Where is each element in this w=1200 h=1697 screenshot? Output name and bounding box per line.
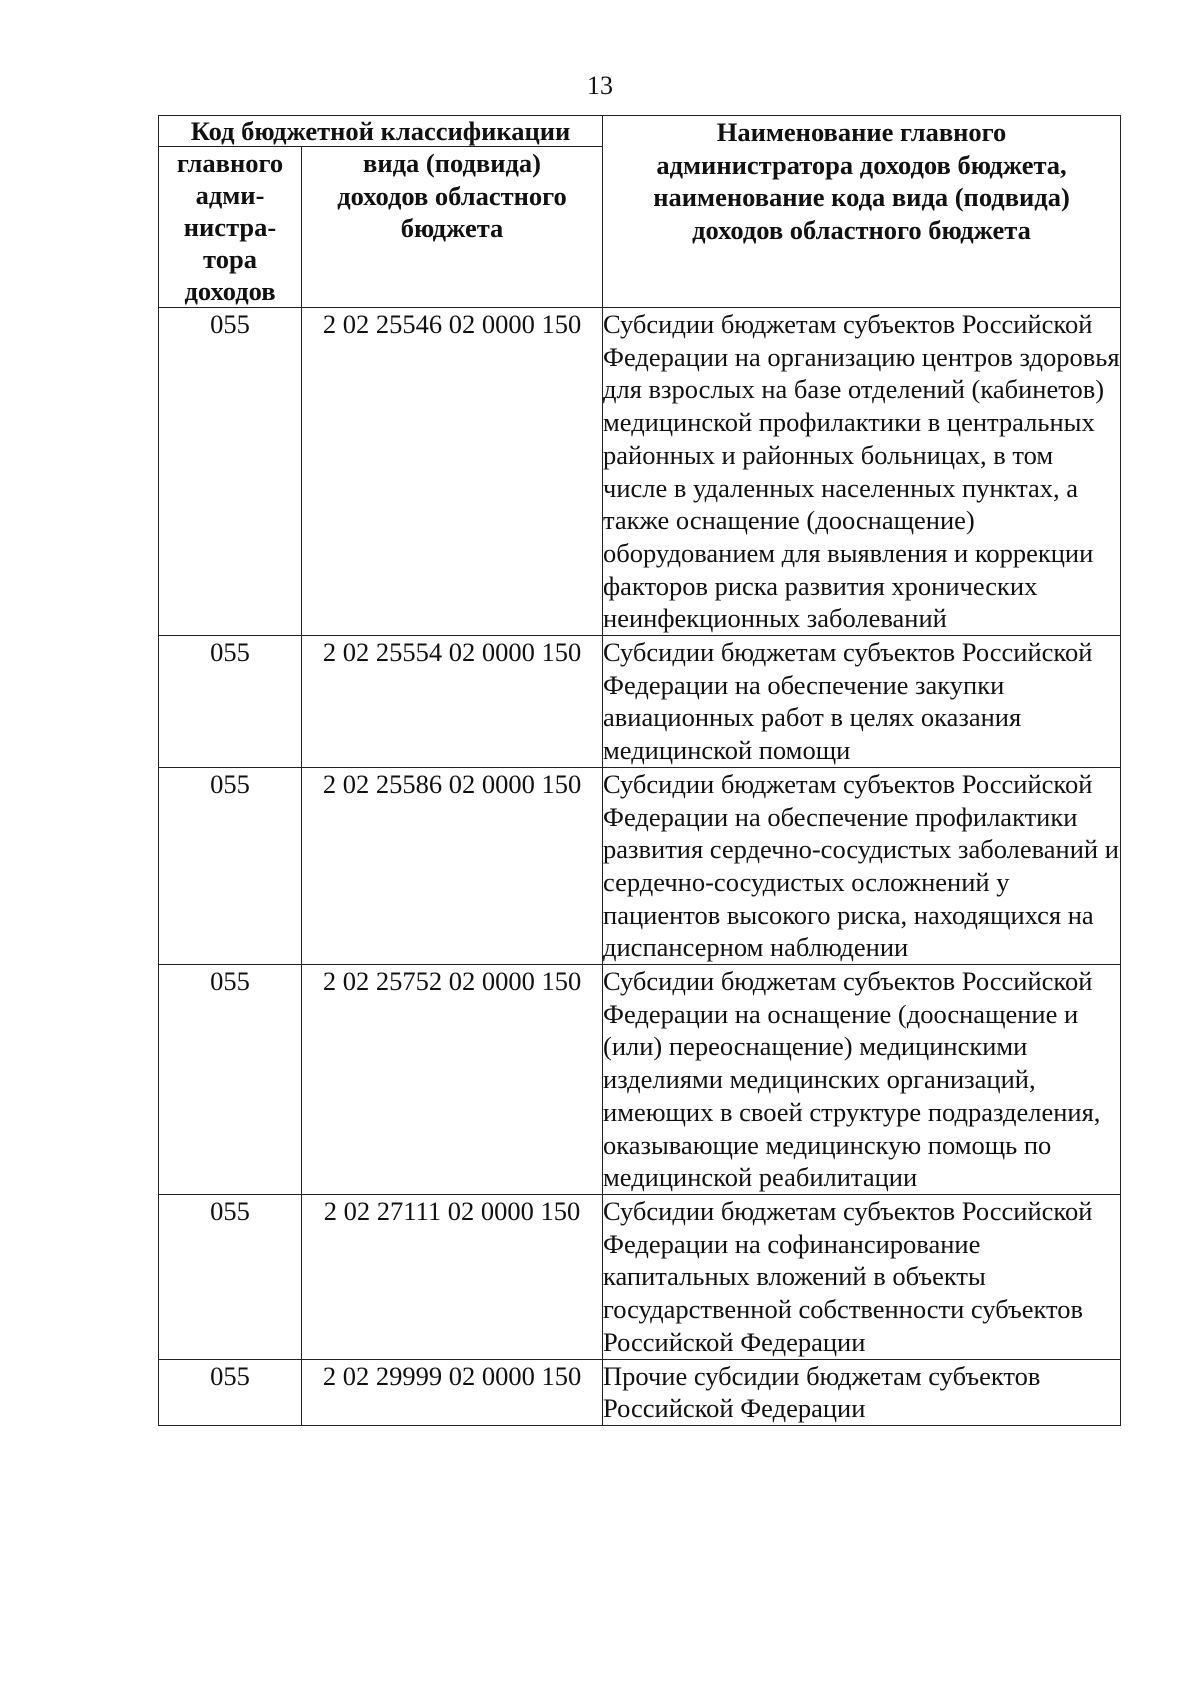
header-budget-code-group: Код бюджетной классификации [159,116,603,147]
admin-code-cell: 055 [159,1194,302,1359]
name-cell: Субсидии бюджетам субъектов Российской Федерации на обеспечение закупки авиационных работ в целях оказания медицинской помощи [603,636,1121,768]
header-name-line: Наименование главного [716,117,1007,147]
header-name-column [603,116,1121,308]
header-name-line: доходов областного бюджета [692,215,1031,246]
table-body [159,308,1121,1426]
table-row [159,1194,1121,1359]
kind-code-cell: 2 02 29999 02 0000 150 [302,1359,603,1425]
kind-code-cell: 2 02 25586 02 0000 150 [302,767,603,964]
header-admin-line: тора [203,244,257,274]
table-row [159,308,1121,636]
kind-code-cell: 2 02 27111 02 0000 150 [302,1194,603,1359]
header-admin-column [159,147,302,308]
header-kind-column [302,147,603,308]
admin-code-cell: 055 [159,1359,302,1425]
admin-code-cell: 055 [159,767,302,964]
admin-code-cell: 055 [159,965,302,1195]
budget-classification-table [158,115,1121,1426]
header-admin-line: нистра- [183,212,277,242]
kind-code-cell: 2 02 25752 02 0000 150 [302,965,603,1195]
header-name-line: наименование кода вида (подвида) [653,182,1070,213]
name-cell: Субсидии бюджетам субъектов Российской Федерации на оснащение (дооснащение и (или) переоснащение) медицинскими изделиями медицинских организаций, имеющих в своей структуре подразделения, оказывающие медицинскую помощь по медицинской реабилитации [603,965,1121,1195]
name-cell: Прочие субсидии бюджетам субъектов Российской Федерации [603,1359,1121,1425]
header-admin-line: доходов [184,276,276,306]
table-row [159,767,1121,964]
table-row [159,636,1121,768]
header-name-line: администратора доходов бюджета, [656,149,1067,180]
admin-code-cell: 055 [159,308,302,636]
header-row-group [159,116,1121,147]
page-number: 13 [587,71,613,100]
header-kind-line: доходов областного [337,180,567,211]
table-row [159,1359,1121,1425]
table-header [159,116,1121,308]
name-cell: Субсидии бюджетам субъектов Российской Федерации на софинансирование капитальных вложений в объекты государственной собственности субъектов Российской Федерации [603,1194,1121,1359]
table-row [159,965,1121,1195]
header-admin-line: главного [176,148,284,178]
header-admin-line: адми- [195,180,265,210]
kind-code-cell: 2 02 25546 02 0000 150 [302,308,603,636]
name-cell: Субсидии бюджетам субъектов Российской Федерации на организацию центров здоровья для взрослых на базе отделений (кабинетов) медицинской профилактики в центральных районных и районных больницах, в том числе в удаленных населенных пунктах, а также оснащение (дооснащение) оборудованием для выявления и коррекции факторов риска развития хронических неинфекционных заболеваний [603,308,1121,636]
name-cell: Субсидии бюджетам субъектов Российской Федерации на обеспечение профилактики развития сердечно-сосудистых заболеваний и сердечно-сосудистых осложнений у пациентов высокого риска, находящихся на диспансерном наблюдении [603,767,1121,964]
header-kind-line: бюджета [400,213,504,244]
admin-code-cell: 055 [159,636,302,768]
kind-code-cell: 2 02 25554 02 0000 150 [302,636,603,768]
header-kind-line: вида (подвида) [363,148,541,178]
